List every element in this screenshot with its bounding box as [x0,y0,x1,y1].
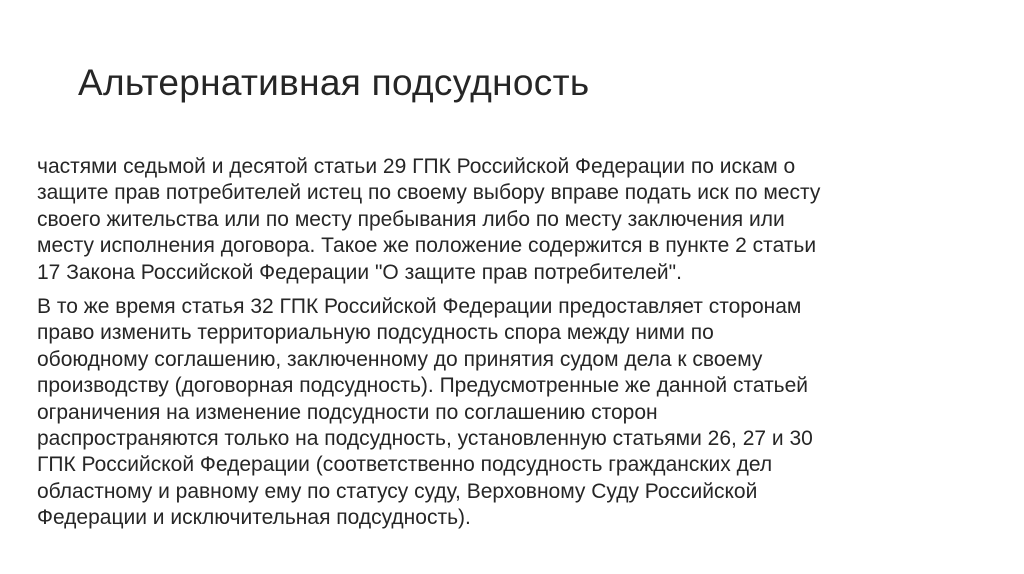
paragraph-line: защите прав потребителей истец по своему выбору вправе подать иск по месту [37,181,821,205]
paragraph-line: ограничения на изменение подсудности по соглашению сторон [37,400,658,424]
paragraph-line: В то же время статья 32 ГПК Российской Федерации предоставляет сторонам [37,295,802,319]
paragraph-line: частями седьмой и десятой статьи 29 ГПК Российской Федерации по искам о [37,155,796,178]
paragraph-line: обоюдному соглашению, заключенному до принятия судом дела к своему [37,347,763,371]
paragraph-line: областному и равному ему по статусу суду, Верховному Суду Российской [37,479,758,503]
slide-body [37,154,997,532]
paragraph-line: распространяются только на подсудность, установленную статьями 26, 27 и 30 [37,427,813,451]
paragraph-line: право изменить территориальную подсудность спора между ними по [37,321,714,345]
paragraph-line: месту исполнения договора. Такое же положение содержится в пункте 2 статьи [37,234,817,258]
paragraph-line: производству (договорная подсудность). Предусмотренные же данной статьей [37,374,809,398]
slide-title: Альтернативная подсудность [78,62,590,103]
paragraph-line: 17 Закона Российской Федерации "О защите прав потребителей". [37,260,682,284]
paragraph-2 [37,294,997,532]
paragraph-line: ГПК Российской Федерации (соответственно подсудность гражданских дел [37,453,773,477]
paragraph-line: своего жительства или по месту пребывания либо по месту заключения или [37,207,785,231]
paragraph-1 [37,154,997,286]
paragraph-line: Федерации и исключительная подсудность). [37,506,471,530]
